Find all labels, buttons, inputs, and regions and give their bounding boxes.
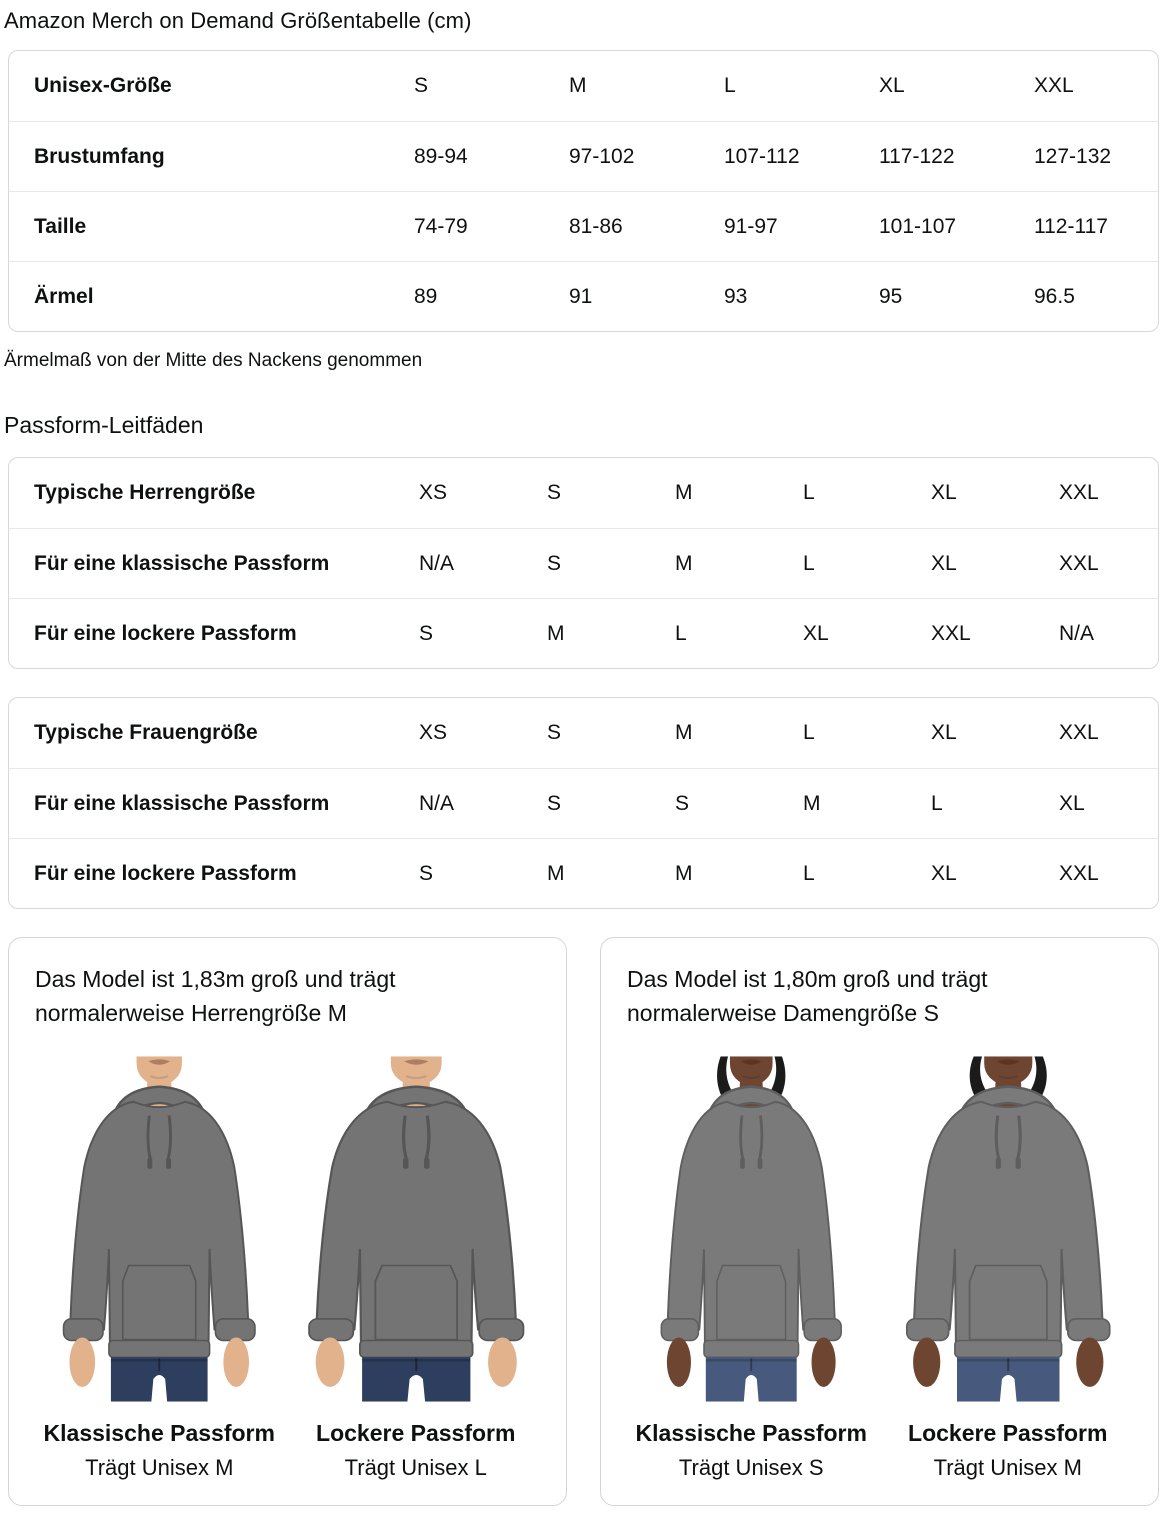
row-label: Taille: [34, 214, 87, 238]
female-classic-fit-photo: [623, 1054, 880, 1404]
row-label: Für eine lockere Passform: [34, 861, 297, 885]
fit-guides-heading: Passform-Leitfäden: [4, 412, 204, 438]
size-cell: L: [803, 551, 815, 575]
size-cell: M: [547, 621, 565, 645]
table-row: [9, 51, 1158, 121]
figure-loose-fit: [288, 1054, 545, 1481]
size-cell: L: [931, 791, 943, 815]
table-row: [9, 838, 1158, 908]
size-cell: 96.5: [1034, 284, 1075, 308]
size-cell: 127-132: [1034, 144, 1112, 168]
model-cards: [8, 937, 1159, 1506]
table-row: [9, 528, 1158, 598]
size-cell: N/A: [419, 551, 455, 575]
row-label: Brustumfang: [34, 144, 165, 168]
male-model-card: [8, 937, 567, 1506]
size-cell: XL: [931, 721, 957, 744]
size-cell: 117-122: [879, 144, 955, 168]
fit-label: Klassische Passform: [635, 1420, 867, 1446]
worn-size-label: Trägt Unisex S: [678, 1455, 824, 1480]
table-row: [9, 768, 1158, 838]
size-cell: 93: [724, 284, 748, 308]
worn-size-label: Trägt Unisex L: [344, 1455, 487, 1480]
figure-classic-fit: [31, 1054, 288, 1481]
table-row: [9, 598, 1158, 668]
size-cell: L: [803, 721, 815, 744]
card-figures: [623, 1054, 1136, 1481]
mens-fit-table: [8, 457, 1159, 669]
size-cell: L: [724, 74, 736, 97]
size-cell: 97-102: [569, 144, 635, 168]
male-classic-fit-photo: [31, 1054, 288, 1404]
size-cell: M: [675, 721, 693, 744]
size-cell: S: [547, 791, 562, 815]
male-loose-fit-photo: [288, 1054, 545, 1404]
size-cell: XL: [1059, 791, 1085, 815]
model-description: Das Model ist 1,80m groß und trägt normalerweise Damengröße S: [627, 966, 988, 1026]
size-cell: M: [675, 551, 693, 575]
size-cell: XXL: [1059, 481, 1099, 504]
size-cell: L: [675, 621, 687, 645]
table-row: [9, 261, 1158, 331]
figure-classic-fit: [623, 1054, 880, 1481]
size-cell: S: [419, 861, 434, 885]
card-figures: [31, 1054, 544, 1481]
size-cell: XL: [931, 861, 957, 885]
figure-loose-fit: [880, 1054, 1137, 1481]
worn-size-label: Trägt Unisex M: [85, 1455, 234, 1480]
size-cell: 91-97: [724, 214, 778, 238]
size-cell: XL: [879, 74, 905, 97]
size-cell: S: [547, 481, 562, 504]
size-cell: XXL: [1059, 721, 1099, 744]
row-label: Typische Frauengröße: [34, 721, 258, 744]
size-cell: 91: [569, 284, 593, 308]
size-cell: XS: [419, 721, 448, 744]
female-model-card: [600, 937, 1159, 1506]
size-cell: S: [419, 621, 434, 645]
size-cell: XXL: [1034, 74, 1074, 97]
size-cell: 112-117: [1034, 214, 1108, 238]
size-cell: S: [547, 721, 562, 744]
fit-label: Klassische Passform: [43, 1420, 275, 1446]
size-cell: XXL: [1059, 861, 1099, 885]
row-label: Typische Herrengröße: [34, 481, 256, 504]
size-cell: 81-86: [569, 214, 623, 238]
table-row: [9, 121, 1158, 191]
row-label: Für eine klassische Passform: [34, 551, 330, 575]
size-cell: N/A: [419, 791, 455, 815]
worn-size-label: Trägt Unisex M: [933, 1455, 1082, 1480]
size-cell: 101-107: [879, 214, 957, 238]
size-cell: L: [803, 861, 815, 885]
size-cell: M: [675, 481, 693, 504]
size-cell: 89-94: [414, 144, 468, 168]
size-cell: 74-79: [414, 214, 468, 238]
size-cell: XL: [931, 481, 957, 504]
size-cell: S: [547, 551, 562, 575]
size-cell: 89: [414, 284, 438, 308]
size-cell: M: [803, 791, 821, 815]
size-cell: XL: [803, 621, 829, 645]
size-cell: M: [675, 861, 693, 885]
model-description: Das Model ist 1,83m groß und trägt normalerweise Herrengröße M: [35, 966, 396, 1026]
table-row: [9, 191, 1158, 261]
size-cell: M: [547, 861, 565, 885]
womens-fit-table: [8, 697, 1159, 909]
row-label: Ärmel: [34, 284, 94, 308]
row-label: Unisex-Größe: [34, 74, 172, 97]
fit-label: Lockere Passform: [316, 1420, 516, 1446]
size-cell: 107-112: [724, 144, 800, 168]
table-row: [9, 698, 1158, 768]
size-table: [8, 50, 1159, 332]
size-cell: N/A: [1059, 621, 1095, 645]
size-cell: XXL: [931, 621, 971, 645]
size-cell: L: [803, 481, 815, 504]
size-cell: S: [414, 74, 429, 97]
size-cell: S: [675, 791, 690, 815]
size-cell: 95: [879, 284, 903, 308]
page-title: Amazon Merch on Demand Größentabelle (cm): [4, 8, 472, 33]
fit-label: Lockere Passform: [908, 1420, 1108, 1446]
row-label: Für eine klassische Passform: [34, 791, 330, 815]
size-cell: XS: [419, 481, 448, 504]
table-row: [9, 458, 1158, 528]
size-cell: XL: [931, 551, 957, 575]
female-loose-fit-photo: [880, 1054, 1137, 1404]
size-cell: XXL: [1059, 551, 1099, 575]
sleeve-measure-note: Ärmelmaß von der Mitte des Nackens genommen: [4, 350, 423, 371]
row-label: Für eine lockere Passform: [34, 621, 297, 645]
size-cell: M: [569, 74, 587, 97]
